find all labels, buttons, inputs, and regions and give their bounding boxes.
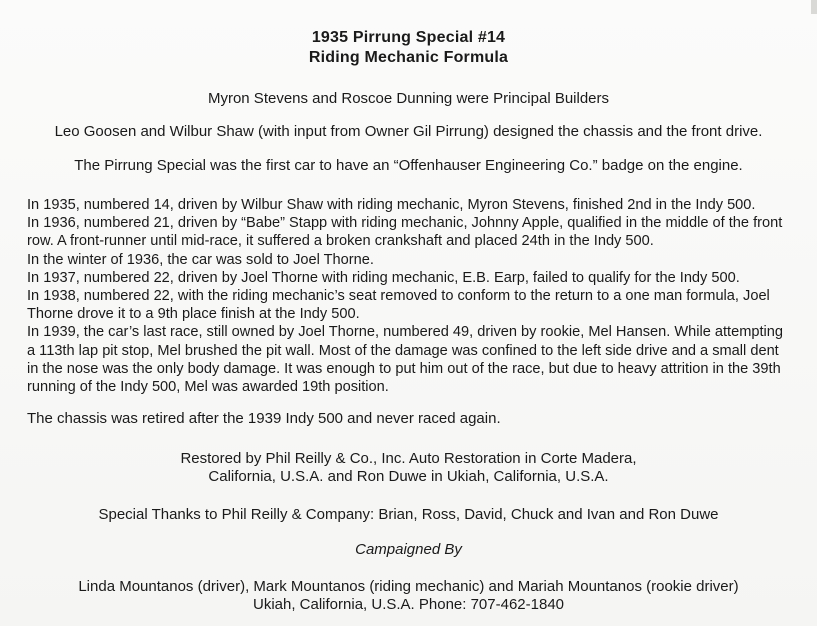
- history-line: a 113th lap pit stop, Mel brushed the pit wall. Most of the damage was confined to the left side drive and a small dent: [27, 342, 779, 359]
- retired-line: The chassis was retired after the 1939 Indy 500 and never raced again.: [27, 410, 501, 427]
- campaigned-line-1: Linda Mountanos (driver), Mark Mountanos (riding mechanic) and Mariah Mountanos (rookie driver): [78, 578, 739, 595]
- document-title: 1935 Pirrung Special #14: [311, 29, 506, 46]
- thanks-line: Special Thanks to Phil Reilly & Company: Brian, Ross, David, Chuck and Ivan and Ron Duwe: [98, 506, 719, 523]
- builders-line: Myron Stevens and Roscoe Dunning were Principal Builders: [207, 90, 610, 107]
- campaigned-line-2: Ukiah, California, U.S.A. Phone: 707-462-1840: [252, 596, 564, 613]
- history-line: running of the Indy 500, Mel was awarded 19th position.: [27, 379, 389, 396]
- history-line: Thorne drove it to a 9th place finish at the Indy 500.: [27, 306, 360, 323]
- history-line: row. A front-runner until mid-race, it suffered a broken crankshaft and placed 24th in the Indy 500.: [27, 233, 654, 250]
- race-history: [27, 196, 817, 396]
- history-line: In the winter of 1936, the car was sold to Joel Thorne.: [27, 251, 374, 268]
- designers-line: Leo Goosen and Wilbur Shaw (with input from Owner Gil Pirrung) designed the chassis and the front drive.: [54, 123, 763, 140]
- history-line: in the nose was the only body damage. It was enough to put him out of the race, but due to heavy attrition in the 39th: [27, 360, 781, 377]
- history-line: In 1939, the car’s last race, still owned by Joel Thorne, numbered 49, driven by rookie, Mel Hansen. While attempting: [27, 324, 784, 341]
- restoration-line-2: California, U.S.A. and Ron Duwe in Ukiah, California, U.S.A.: [208, 468, 609, 485]
- scan-edge: [811, 0, 817, 14]
- history-line: In 1936, numbered 21, driven by “Babe” Stapp with riding mechanic, Johnny Apple, qualified in the middle of the front: [27, 215, 783, 232]
- document-subtitle: Riding Mechanic Formula: [308, 49, 509, 66]
- history-line: In 1937, numbered 22, driven by Joel Thorne with riding mechanic, E.B. Earp, failed to qualify for the Indy 500.: [27, 269, 740, 286]
- campaigned-heading: Campaigned By: [355, 541, 462, 558]
- restoration-line-1: Restored by Phil Reilly & Co., Inc. Auto Restoration in Corte Madera,: [180, 450, 637, 467]
- history-line: In 1938, numbered 22, with the riding mechanic’s seat removed to conform to the return to a one man formula, Joel: [27, 288, 770, 305]
- history-line: In 1935, numbered 14, driven by Wilbur Shaw with riding mechanic, Myron Stevens, finished 2nd in the Indy 500.: [27, 197, 756, 213]
- badge-line: The Pirrung Special was the first car to have an “Offenhauser Engineering Co.” badge on the engine.: [74, 157, 743, 174]
